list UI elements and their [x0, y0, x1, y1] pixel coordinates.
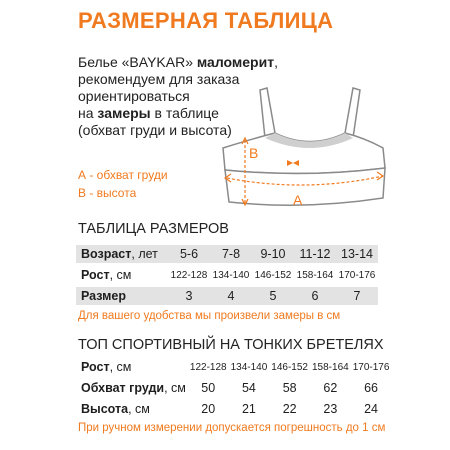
error-tolerance-note: При ручном измерении допускается погрешность до 1 см	[78, 422, 386, 434]
table-row: Обхват груди, см 50 54 58 62 66	[81, 381, 378, 395]
table-row: Возраст, лет 5-6 7-8 9-10 11-12 13-14	[76, 245, 378, 263]
bra-measurement-diagram	[205, 78, 395, 228]
size-table	[76, 242, 378, 308]
table-row: Рост, см 122-128 134-140 146-152 158-164 170-176	[81, 360, 390, 374]
measurement-note: Для вашего удобства мы произвели замеры в см	[78, 310, 341, 322]
sport-top-table-title: ТОП СПОРТИВНЫЙ НА ТОНКИХ БРЕТЕЛЯХ	[78, 337, 384, 353]
page-title: РАЗМЕРНАЯ ТАБЛИЦА	[78, 8, 334, 33]
bra-straps	[260, 88, 360, 138]
bra-body	[225, 168, 385, 205]
diagram-label-a: A	[293, 192, 303, 208]
size-table-title: ТАБЛИЦА РАЗМЕРОВ	[78, 221, 229, 237]
legend-b: В - высота	[78, 186, 137, 200]
legend-a: А - обхват груди	[78, 168, 168, 182]
intro-text: Белье «BAYKAR» маломерит, рекомендуем для заказа ориентироваться на замеры в таблице (обхват груди и высота)	[78, 54, 278, 138]
table-row: Размер 3 4 5 6 7	[76, 287, 378, 305]
sport-top-table	[76, 355, 391, 421]
table-row: Рост, см 122-128 134-140 146-152 158-164 170-176	[81, 268, 376, 282]
diagram-label-b: B	[249, 145, 259, 161]
table-row: Высота, см 20 21 22 23 24	[81, 402, 378, 416]
bra-top-band	[223, 133, 385, 174]
